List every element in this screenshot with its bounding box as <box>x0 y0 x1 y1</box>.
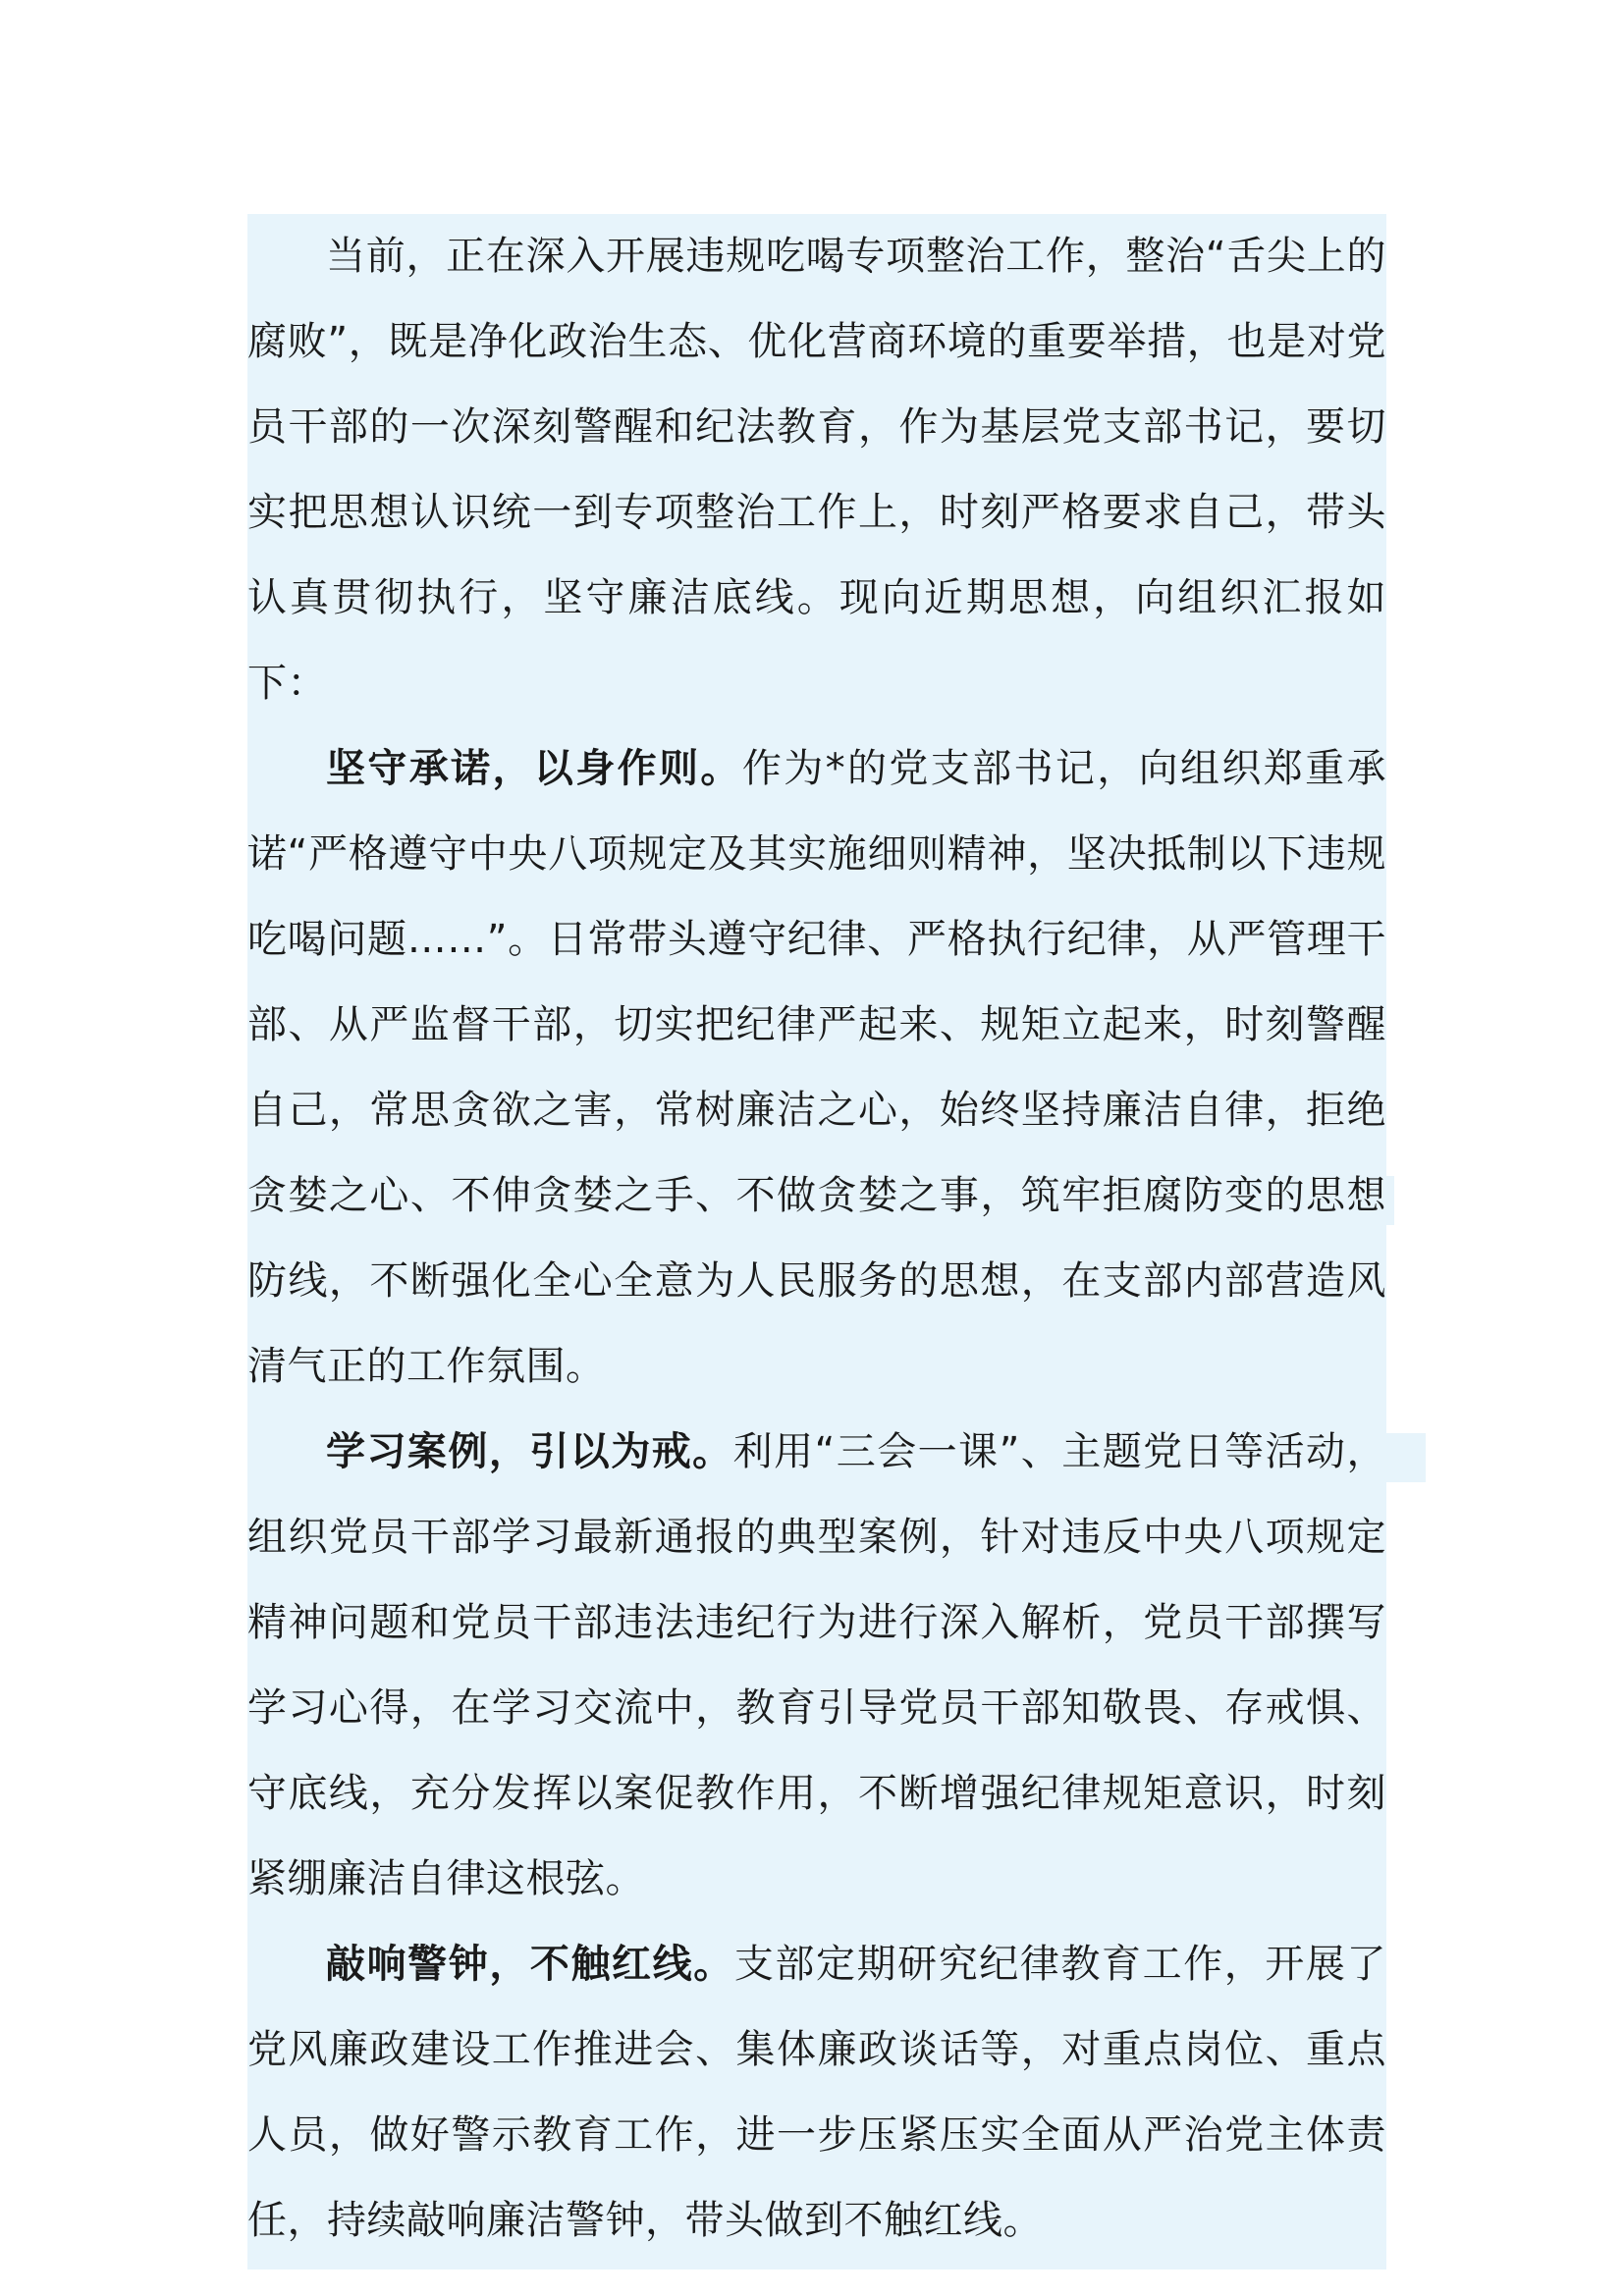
paragraph-body: 作为*的党支部书记，向组织郑重承诺“严格遵守中央八项规定及其实施细则精神，坚决抵制以下违规吃喝问题……”。日常带头遵守纪律、严格执行纪律，从严管理干部、从严监督干部，切实把纪律严起来、规矩立起来，时刻警醒自己，常思贪欲之害，常树廉洁之心，始终坚持廉洁自律，拒绝贪婪之心、不伸贪婪之手、不做贪婪之事，筑牢拒腐防变的思想防线，不断强化全心全意为人民服务的思想，在支部内部营造风清气正的工作氛围。 <box>247 746 1387 1389</box>
paragraph-body: 支部定期研究纪律教育工作，开展了党风廉政建设工作推进会、集体廉政谈话等，对重点岗位、重点人员，做好警示教育工作，进一步压紧压实全面从严治党主体责任，持续敲响廉洁警钟，带头做到不触红线。 <box>247 1942 1387 2243</box>
selection-overhang <box>1386 1176 1394 1225</box>
paragraph-lead: 坚守承诺，以身作则。 <box>326 746 742 791</box>
paragraph-body: 利用“三会一课”、主题党日等活动，组织党员干部学习最新通报的典型案例，针对违反中央八项规定精神问题和党员干部违法违纪行为进行深入解析，党员干部撰写学习心得，在学习交流中，教育引导党员干部知敬畏、存戒惧、守底线，充分发挥以案促教作用，不断增强纪律规矩意识，时刻紧绷廉洁自律这根弦。 <box>247 1429 1386 1901</box>
paragraph-body: 当前，正在深入开展违规吃喝专项整治工作，整治“舌尖上的腐败”，既是净化政治生态、优化营商环境的重要举措，也是对党员干部的一次深刻警醒和纪法教育，作为基层党支部书记，要切实把思想认识统一到专项整治工作上，时刻严格要求自己，带头认真贯彻执行，坚守廉洁底线。现向近期思想，向组织汇报如下： <box>247 234 1386 706</box>
paragraph-lead: 敲响警钟，不触红线。 <box>326 1942 734 1987</box>
case-study-paragraph <box>247 1410 1386 1922</box>
warning-paragraph <box>247 1922 1386 2264</box>
highlighted-text-block[interactable] <box>247 214 1386 2269</box>
commitment-paragraph <box>247 726 1386 1410</box>
selection-overhang <box>1386 1433 1426 1482</box>
intro-paragraph <box>247 214 1386 726</box>
paragraph-lead: 学习案例，引以为戒。 <box>326 1429 733 1474</box>
